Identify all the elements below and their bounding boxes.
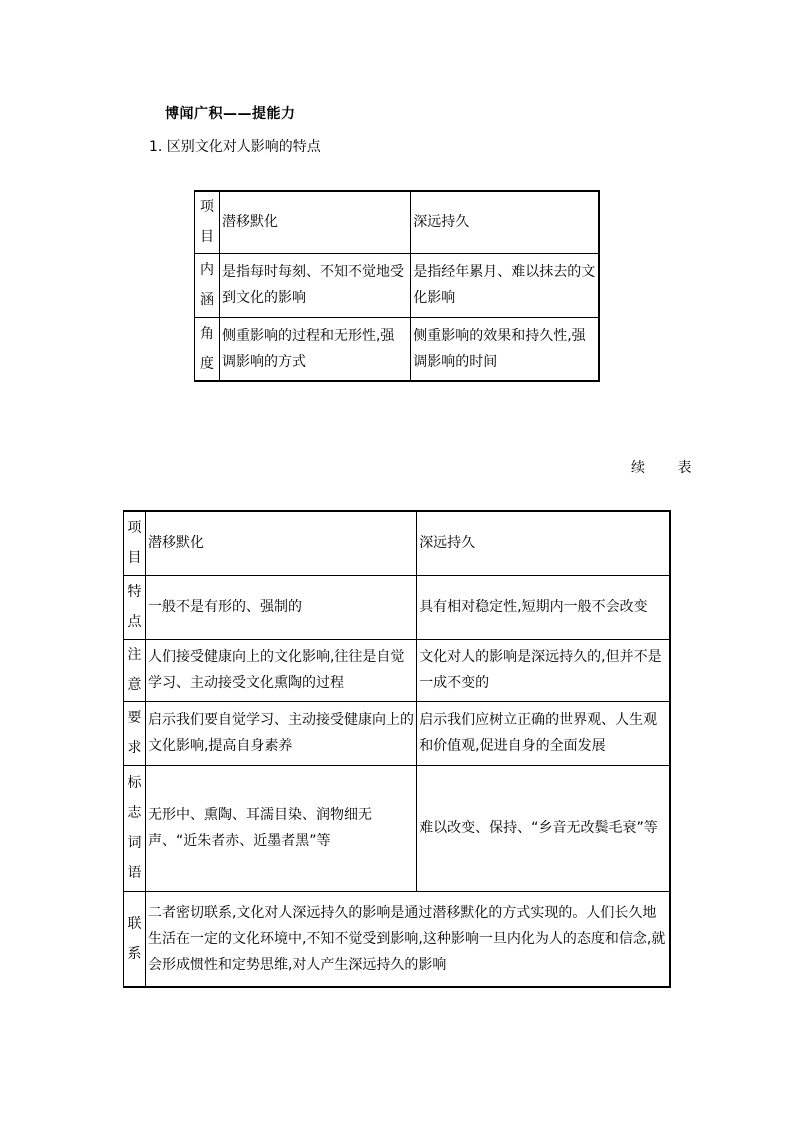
label-char: 系 [127,945,142,962]
header-cell-shenyuan: 深远持久 [411,191,599,253]
link-row-text: 二者密切联系,文化对人深远持久的影响是通过潜移默化的方式实现的。人们长久地生活在一定的文化环境中,不知不觉受到影响,这种影响一旦内化为人的态度和信念,就会形成惯性和定势思维,对人产生深远持久的影响 [145,891,670,987]
table-row [195,253,600,317]
header-char: 项 [127,520,142,537]
table-cell: 是指每时每刻、不知不觉地受到文化的影响 [219,253,410,317]
header-cell-qianyi: 潜移默化 [219,191,410,253]
label-char: 联 [127,915,142,932]
label-char: 求 [127,740,142,756]
table-cell: 具有相对稳定性,短期内一般不会改变 [417,575,670,639]
table-row-link [124,891,671,987]
table-cell: 侧重影响的效果和持久性,强调影响的时间 [411,317,599,381]
table-cell: 一般不是有形的、强制的 [145,575,416,639]
table-row [124,701,671,765]
label-char: 点 [127,614,142,630]
header-cell-item [124,511,146,575]
label-char: 度 [199,355,214,372]
row-label [124,639,146,701]
table-row [195,317,600,381]
label-char: 词 [127,835,142,851]
label-char: 意 [127,677,142,693]
comparison-table-1 [194,190,600,382]
header-cell-item [195,191,220,253]
label-char: 语 [127,865,142,881]
continued-label: 续 表 [631,460,706,476]
table-cell: 启示我们应树立正确的世界观、人生观和价值观,促进自身的全面发展 [417,701,670,765]
table-cell: 启示我们要自觉学习、主动接受健康向上的文化影响,提高自身素养 [145,701,416,765]
header-cell-qianyi: 潜移默化 [145,511,416,575]
table-header-row [195,191,600,253]
row-label [124,891,146,987]
table-cell: 无形中、熏陶、耳濡目染、润物细无声、“近朱者赤、近墨者黑”等 [145,765,416,891]
table-header-row [124,511,671,575]
table-cell: 人们接受健康向上的文化影响,往往是自觉学习、主动接受文化熏陶的过程 [145,639,416,701]
label-char: 内 [199,262,214,278]
label-char: 角 [199,325,214,342]
header-char: 项 [199,199,214,216]
header-cell-shenyuan: 深远持久 [417,511,670,575]
table-cell: 是指经年累月、难以抹去的文化影响 [411,253,599,317]
subheading: 1. 区别文化对人影响的特点 [149,139,321,155]
table-row [124,639,671,701]
row-label [124,701,146,765]
comparison-table-2 [123,510,671,988]
label-char: 志 [127,805,142,821]
section-title: 博闻广积——提能力 [165,106,296,122]
label-char: 标 [127,775,142,791]
label-char: 要 [127,710,142,726]
row-label [195,317,220,381]
header-char: 目 [199,229,214,246]
table-row [124,765,671,891]
row-label [124,575,146,639]
row-label [124,765,146,891]
label-char: 注 [127,647,142,663]
table-cell: 侧重影响的过程和无形性,强调影响的方式 [219,317,410,381]
label-char: 特 [127,584,142,600]
table-cell: 文化对人的影响是深远持久的,但并不是一成不变的 [417,639,670,701]
label-char: 涵 [199,292,214,308]
row-label [195,253,220,317]
header-char: 目 [127,550,142,567]
table-row [124,575,671,639]
table-cell: 难以改变、保持、“乡音无改鬓毛衰”等 [417,765,670,891]
